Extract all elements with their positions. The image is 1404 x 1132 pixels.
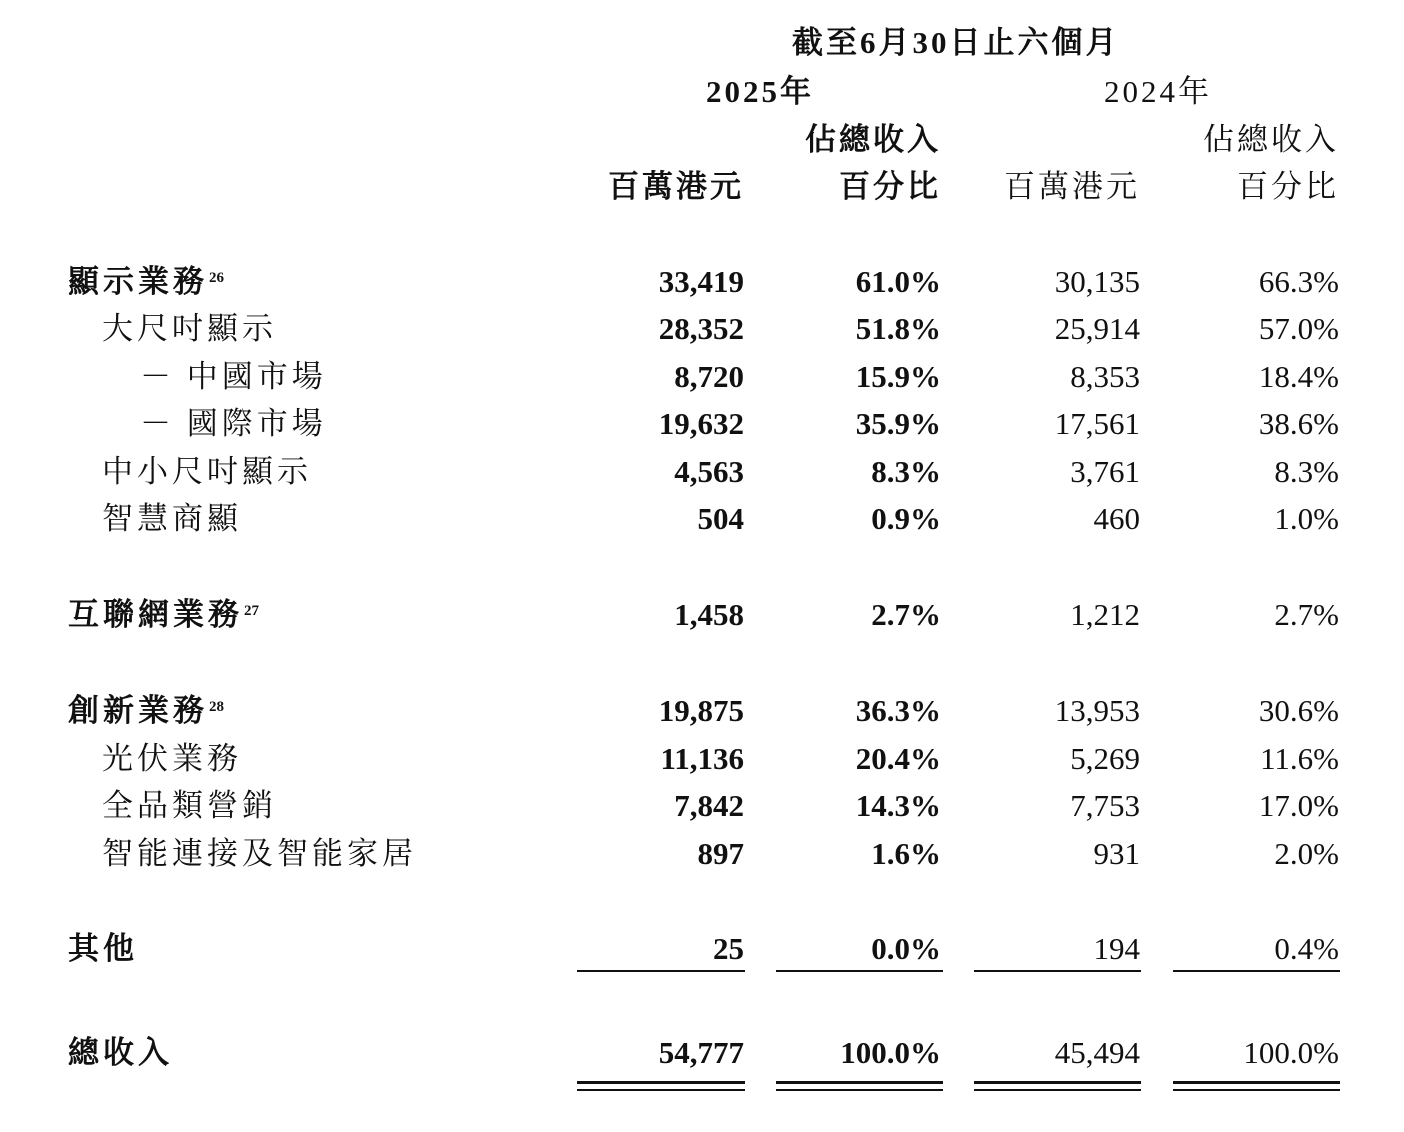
row-label-photovoltaic-business: 光伏業務 bbox=[102, 741, 242, 776]
row-share-2024: 8.3% bbox=[1274, 454, 1339, 489]
row-share-2024: 17.0% bbox=[1258, 788, 1339, 823]
row-label-internet-business: 互聯網業務$^{27}$ bbox=[68, 597, 259, 632]
row-share-2024: 18.4% bbox=[1258, 359, 1339, 394]
subtotal-rule bbox=[974, 970, 1141, 972]
row-share-2025: 61.0% bbox=[855, 264, 941, 299]
row-value-2024: 931 bbox=[1093, 836, 1140, 871]
row-label-others: 其他 bbox=[68, 931, 138, 966]
row-value-2025: 54,777 bbox=[658, 1035, 744, 1070]
amount-2024-header: 百萬港元 bbox=[1004, 169, 1140, 204]
period-header: 截至6月30日止六個月 bbox=[792, 25, 1120, 60]
row-share-2025: 36.3% bbox=[855, 693, 941, 728]
share-2025-header-line2: 百分比 bbox=[839, 169, 941, 204]
row-value-2024: 460 bbox=[1093, 501, 1140, 536]
row-label-international-market: － 國際市場 bbox=[140, 406, 327, 441]
row-value-2025: 504 bbox=[697, 501, 744, 536]
row-share-2024: 30.6% bbox=[1258, 693, 1339, 728]
row-label-smart-connect-home: 智能連接及智能家居 bbox=[102, 836, 417, 871]
row-value-2025: 19,632 bbox=[658, 406, 744, 441]
row-value-2024: 5,269 bbox=[1070, 741, 1140, 776]
row-share-2025: 100.0% bbox=[840, 1035, 941, 1070]
subtotal-rule bbox=[1173, 970, 1340, 972]
total-double-rule bbox=[1173, 1089, 1340, 1091]
row-share-2025: 20.4% bbox=[855, 741, 941, 776]
row-share-2024: 66.3% bbox=[1258, 264, 1339, 299]
total-double-rule bbox=[776, 1081, 943, 1084]
row-value-2024: 30,135 bbox=[1054, 264, 1140, 299]
row-label-total-revenue: 總收入 bbox=[68, 1035, 173, 1070]
footnote-ref: 27 bbox=[244, 603, 259, 619]
total-double-rule bbox=[776, 1089, 943, 1091]
footnote-ref: 26 bbox=[209, 270, 224, 286]
row-value-2024: 1,212 bbox=[1070, 597, 1140, 632]
row-share-2025: 1.6% bbox=[871, 836, 941, 871]
row-label-china-market: － 中國市場 bbox=[140, 359, 327, 394]
row-label-large-display: 大尺吋顯示 bbox=[102, 311, 277, 346]
row-share-2024: 2.7% bbox=[1274, 597, 1339, 632]
year-2024-header: 2024年 bbox=[1104, 74, 1212, 109]
row-value-2024: 7,753 bbox=[1070, 788, 1140, 823]
row-value-2024: 13,953 bbox=[1054, 693, 1140, 728]
row-share-2024: 38.6% bbox=[1258, 406, 1339, 441]
row-label-small-medium-display: 中小尺吋顯示 bbox=[102, 454, 312, 489]
share-2024-header-line1: 佔總收入 bbox=[1203, 122, 1339, 157]
row-label-smart-commercial-display: 智慧商顯 bbox=[102, 501, 242, 536]
row-share-2024: 100.0% bbox=[1243, 1035, 1339, 1070]
subtotal-rule bbox=[776, 970, 943, 972]
row-value-2024: 17,561 bbox=[1054, 406, 1140, 441]
amount-2025-header: 百萬港元 bbox=[608, 169, 744, 204]
row-value-2025: 28,352 bbox=[658, 311, 744, 346]
row-label-display-business: 顯示業務$^{26}$ bbox=[68, 264, 224, 299]
row-share-2025: 0.0% bbox=[871, 931, 941, 966]
row-share-2024: 57.0% bbox=[1258, 311, 1339, 346]
row-value-2024: 3,761 bbox=[1070, 454, 1140, 489]
row-share-2024: 0.4% bbox=[1274, 931, 1339, 966]
subtotal-rule bbox=[577, 970, 745, 972]
row-value-2025: 33,419 bbox=[658, 264, 744, 299]
row-value-2025: 4,563 bbox=[674, 454, 744, 489]
row-share-2025: 8.3% bbox=[871, 454, 941, 489]
row-share-2025: 0.9% bbox=[871, 501, 941, 536]
footnote-ref: 28 bbox=[209, 699, 224, 715]
row-share-2025: 15.9% bbox=[855, 359, 941, 394]
row-value-2025: 19,875 bbox=[658, 693, 744, 728]
year-2025-header: 2025年 bbox=[706, 74, 814, 109]
row-value-2025: 25 bbox=[713, 931, 744, 966]
row-value-2025: 8,720 bbox=[674, 359, 744, 394]
row-value-2024: 45,494 bbox=[1054, 1035, 1140, 1070]
row-label-innovation-business: 創新業務$^{28}$ bbox=[68, 693, 224, 728]
row-label-all-category-marketing: 全品類營銷 bbox=[102, 788, 277, 823]
row-share-2025: 35.9% bbox=[855, 406, 941, 441]
row-value-2025: 897 bbox=[697, 836, 744, 871]
row-share-2024: 11.6% bbox=[1260, 741, 1339, 776]
row-value-2024: 194 bbox=[1093, 931, 1140, 966]
row-share-2025: 51.8% bbox=[855, 311, 941, 346]
row-share-2024: 1.0% bbox=[1274, 501, 1339, 536]
row-value-2025: 11,136 bbox=[660, 741, 744, 776]
row-share-2024: 2.0% bbox=[1274, 836, 1339, 871]
row-share-2025: 2.7% bbox=[871, 597, 941, 632]
total-double-rule bbox=[974, 1089, 1141, 1091]
row-value-2025: 7,842 bbox=[674, 788, 744, 823]
total-double-rule bbox=[1173, 1081, 1340, 1084]
row-value-2024: 8,353 bbox=[1070, 359, 1140, 394]
total-double-rule bbox=[577, 1081, 745, 1084]
share-2024-header-line2: 百分比 bbox=[1237, 169, 1339, 204]
row-share-2025: 14.3% bbox=[855, 788, 941, 823]
row-value-2024: 25,914 bbox=[1054, 311, 1140, 346]
share-2025-header-line1: 佔總收入 bbox=[805, 122, 941, 157]
row-value-2025: 1,458 bbox=[674, 597, 744, 632]
total-double-rule bbox=[974, 1081, 1141, 1084]
total-double-rule bbox=[577, 1089, 745, 1091]
